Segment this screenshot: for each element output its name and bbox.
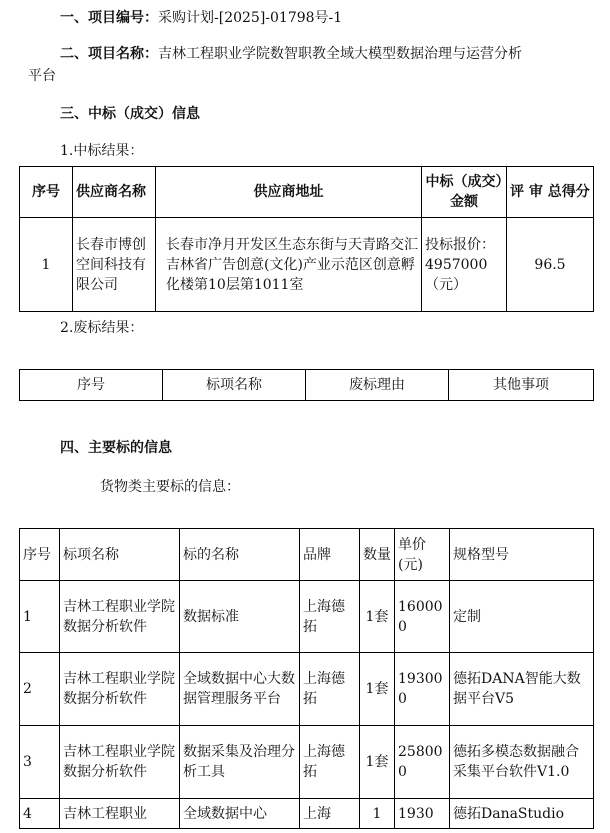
goods-cell-item: 吉林工程职业学院数据分析软件 bbox=[60, 653, 180, 726]
goods-cell-qty: 1套 bbox=[360, 653, 395, 726]
table-row bbox=[20, 799, 594, 829]
win-row-no: 1 bbox=[20, 218, 73, 312]
goods-cell-model: 德拓多模态数据融合采集平台软件V1.0 bbox=[450, 726, 594, 799]
goods-cell-price: 1930 bbox=[395, 799, 450, 829]
win-row-amount: 投标报价：4957000（元） bbox=[422, 218, 507, 312]
win-row-supplier-name: 长春市博创空间科技有限公司 bbox=[73, 218, 156, 312]
goods-cell-model: 定制 bbox=[450, 581, 594, 653]
goods-cell-model: 德拓DANA智能大数据平台V5 bbox=[450, 653, 594, 726]
goods-label: 货物类主要标的信息： bbox=[100, 479, 240, 495]
goods-header-item: 标项名称 bbox=[60, 529, 180, 581]
win-header-no: 序号 bbox=[20, 167, 73, 218]
win-result-table bbox=[19, 166, 594, 312]
project-name-line bbox=[60, 44, 522, 64]
goods-cell-brand: 上海德拓 bbox=[300, 653, 360, 726]
project-name-continuation: 平台 bbox=[28, 68, 56, 84]
project-number-line bbox=[60, 8, 342, 28]
fail-header-item: 标项名称 bbox=[163, 370, 306, 401]
goods-cell-target: 数据标准 bbox=[180, 581, 300, 653]
fail-header-no: 序号 bbox=[20, 370, 163, 401]
goods-cell-qty: 1套 bbox=[360, 726, 395, 799]
fail-header-other: 其他事项 bbox=[449, 370, 594, 401]
goods-cell-price: 193000 bbox=[395, 653, 450, 726]
goods-cell-item: 吉林工程职业学院数据分析软件 bbox=[60, 726, 180, 799]
goods-cell-target: 全域数据中心大数据管理服务平台 bbox=[180, 653, 300, 726]
table-row bbox=[20, 726, 594, 799]
project-number-value: 采购计划-[2025]-01798号-1 bbox=[158, 10, 343, 26]
goods-cell-target: 数据采集及治理分析工具 bbox=[180, 726, 300, 799]
goods-cell-brand: 上海德拓 bbox=[300, 726, 360, 799]
win-result-label: 1.中标结果： bbox=[60, 143, 144, 159]
table-row bbox=[20, 581, 594, 653]
section-3-heading: 三、中标（成交）信息 bbox=[60, 106, 200, 122]
goods-cell-brand: 上海德拓 bbox=[300, 581, 360, 653]
win-row-score: 96.5 bbox=[507, 218, 594, 312]
goods-header-target: 标的名称 bbox=[180, 529, 300, 581]
goods-header-model: 规格型号 bbox=[450, 529, 594, 581]
goods-header-qty: 数量 bbox=[360, 529, 395, 581]
goods-table bbox=[19, 528, 594, 829]
win-header-address: 供应商地址 bbox=[156, 167, 422, 218]
project-name-value: 吉林工程职业学院数智职教全域大模型数据治理与运营分析 bbox=[158, 46, 522, 62]
goods-cell-no: 3 bbox=[20, 726, 60, 799]
goods-cell-model: 德拓DanaStudio bbox=[450, 799, 594, 829]
goods-cell-item: 吉林工程职业 bbox=[60, 799, 180, 829]
goods-cell-price: 160000 bbox=[395, 581, 450, 653]
fail-header-reason: 废标理由 bbox=[306, 370, 449, 401]
goods-cell-qty: 1套 bbox=[360, 581, 395, 653]
goods-header-no: 序号 bbox=[20, 529, 60, 581]
goods-header-brand: 品牌 bbox=[300, 529, 360, 581]
fail-result-table bbox=[19, 369, 594, 401]
win-header-name: 供应商名称 bbox=[73, 167, 156, 218]
win-row-supplier-address: 长春市净月开发区生态东街与天青路交汇吉林省广告创意(文化)产业示范区创意孵化楼第10层第1011室 bbox=[156, 218, 422, 312]
goods-cell-target: 全域数据中心 bbox=[180, 799, 300, 829]
goods-cell-price: 258000 bbox=[395, 726, 450, 799]
win-header-score: 评 审 总得分 bbox=[507, 167, 594, 218]
table-row bbox=[20, 653, 594, 726]
win-header-amount: 中标（成交）金额 bbox=[422, 167, 507, 218]
section-4-heading: 四、主要标的信息 bbox=[60, 440, 172, 456]
goods-cell-qty: 1 bbox=[360, 799, 395, 829]
goods-header-price: 单价(元) bbox=[395, 529, 450, 581]
project-number-label: 一、项目编号： bbox=[60, 10, 158, 26]
goods-cell-no: 2 bbox=[20, 653, 60, 726]
goods-cell-no: 1 bbox=[20, 581, 60, 653]
goods-cell-brand: 上海 bbox=[300, 799, 360, 829]
fail-result-label: 2.废标结果： bbox=[60, 320, 144, 336]
project-name-label: 二、项目名称： bbox=[60, 46, 158, 62]
goods-cell-no: 4 bbox=[20, 799, 60, 829]
goods-cell-item: 吉林工程职业学院数据分析软件 bbox=[60, 581, 180, 653]
